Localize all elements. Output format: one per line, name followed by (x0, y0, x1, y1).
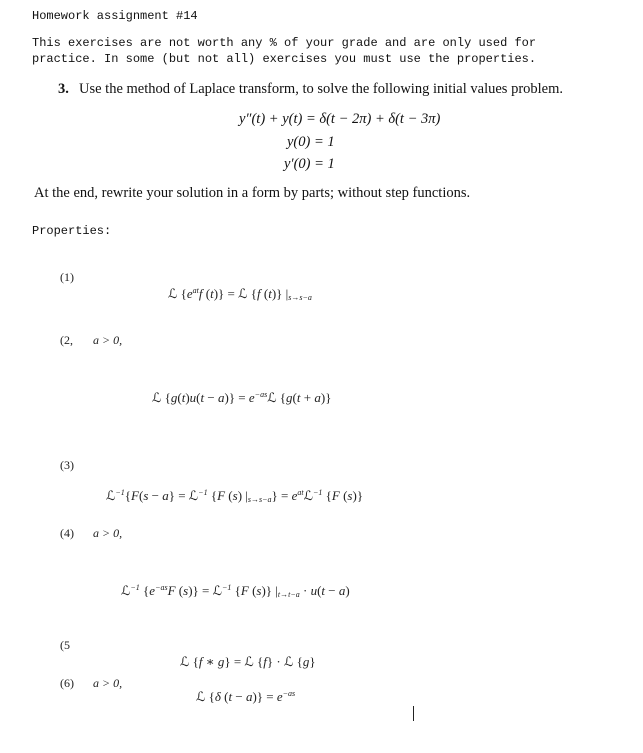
initial-condition-1: y(0) = 1 (287, 134, 335, 150)
property-5-formula: ℒ {f ∗ g} = ℒ {f} · ℒ {g} (180, 654, 316, 669)
property-3-formula: ℒ$^{-1}${F(s − a} = ℒ$^{-1}$ {F (s) $|_{s\to s-a}$} = $e^{at}ℒ^{-1}$ {F (s)} (106, 488, 364, 504)
problem-closing-instruction: At the end, rewrite your solution in a form by parts; without step functions. (34, 185, 471, 201)
problem-number: 3. (58, 81, 69, 97)
property-6-label: (6) (60, 676, 74, 690)
properties-heading: Properties: (32, 224, 112, 238)
property-4-label: (4) (60, 526, 74, 540)
intro-line-2: practice. In some (but not all) exercises you must use the properties. (32, 52, 537, 66)
property-1-label: (1) (60, 270, 74, 284)
assignment-title: Homework assignment #14 (32, 9, 198, 23)
property-1-formula: ℒ {$e^{at}f$ (t)} = ℒ {f (t)} $|_{s\to s-a}$ (168, 286, 312, 302)
problem-equation-text: y″(t) + y(t) = δ(t − 2π) + δ(t − 3π) (239, 111, 441, 127)
property-3-label: (3) (60, 458, 74, 472)
problem-equation (239, 111, 440, 128)
problem-statement: Use the method of Laplace transform, to solve the following initial values problem. (79, 81, 564, 97)
property-6-condition: a > 0, (93, 676, 123, 690)
text-cursor[interactable] (413, 706, 414, 721)
property-4-formula: ℒ$^{-1}$ {$e^{-as}F$ (s)} = ℒ$^{-1}$ {F (s)} $|_{t\to t-a} \cdot u(t - a)$ (121, 583, 350, 599)
property-2-label: (2, (60, 333, 73, 347)
property-4-condition: a > 0, (93, 526, 123, 540)
property-6-formula: ℒ {δ $(t - a)\} = e^{-as}$ (196, 689, 296, 704)
property-5-label: (5 (60, 638, 70, 652)
initial-condition-2: y′(0) = 1 (284, 156, 335, 172)
property-2-formula: ℒ $\{g(t)u(t - a)\} = e^{-as}ℒ$ {g(t + a)} (152, 390, 332, 405)
property-2-condition: a > 0, (93, 333, 123, 347)
intro-line-1: This exercises are not worth any % of your grade and are only used for (32, 36, 537, 50)
